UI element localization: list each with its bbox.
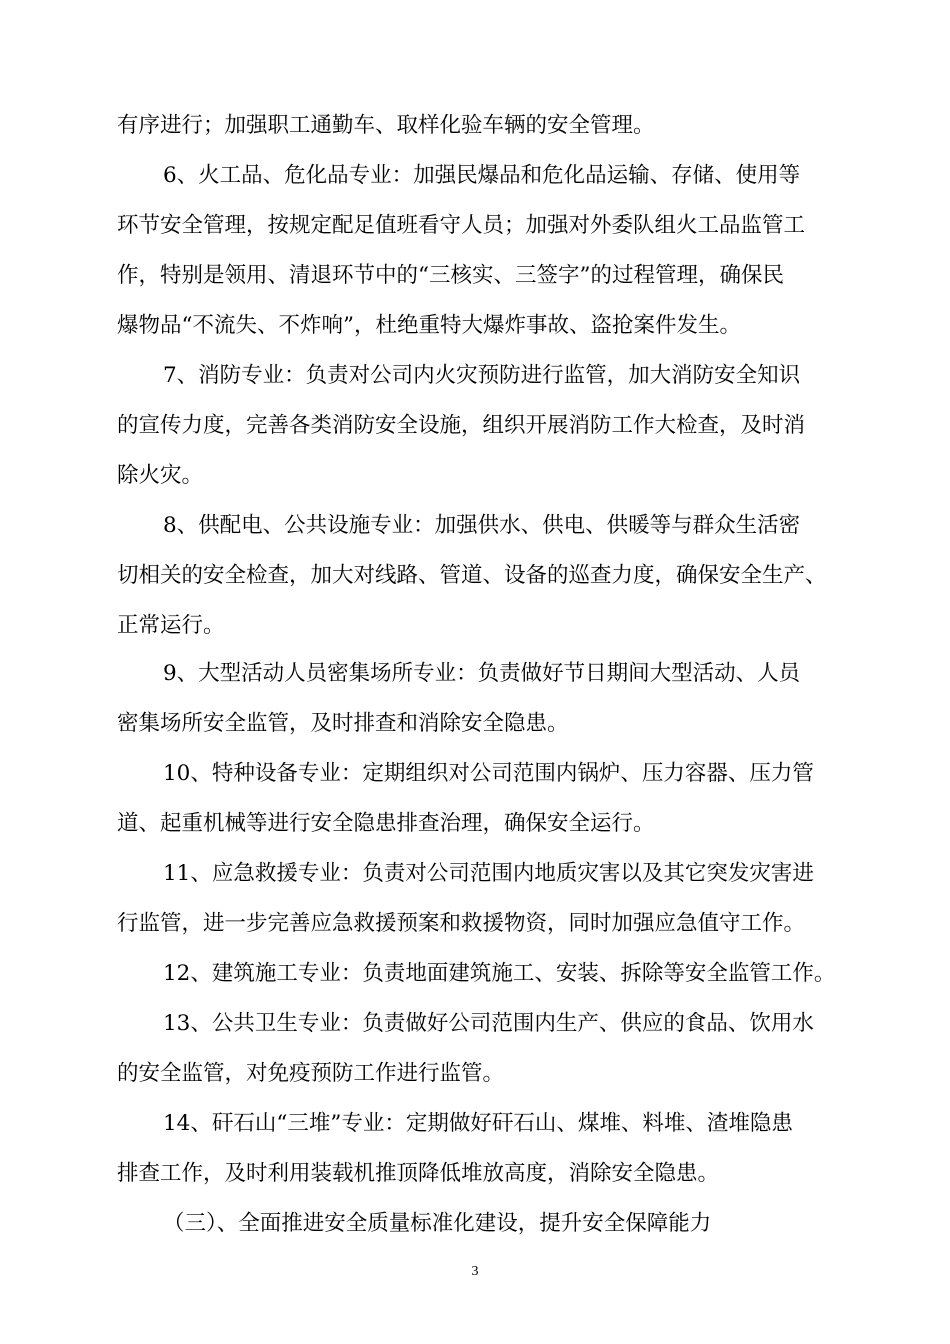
body-text-line: 的宣传力度，完善各类消防安全设施，组织开展消防工作大检查，及时消 [117,413,806,438]
body-text-line: 正常运行。 [117,613,225,638]
paragraph-item-14-heading-line: 14、矸石山“三堆”专业：定期做好矸石山、煤堆、料堆、渣堆隐患 [163,1111,793,1136]
paragraph-item-13-heading-line: 13、公共卫生专业：负责做好公司范围内生产、供应的食品、饮用水 [163,1011,814,1036]
page-number: 3 [471,1264,479,1279]
body-text-line: 作，特别是领用、清退环节中的“三核实、三签字”的过程管理，确保民 [117,263,784,288]
body-text-line: 除火灾。 [117,463,204,488]
body-text-line: 切相关的安全检查，加大对线路、管道、设备的巡查力度，确保安全生产、 [117,563,827,588]
paragraph-item-8-heading-line: 8、供配电、公共设施专业：加强供水、供电、供暖等与群众生活密 [163,513,801,538]
body-text-line: 道、起重机械等进行安全隐患排查治理，确保安全运行。 [117,811,655,836]
body-text-line: 爆物品“不流失、不炸响”，杜绝重特大爆炸事故、盗抢案件发生。 [117,313,741,338]
body-text-line: 的安全监管，对免疫预防工作进行监管。 [117,1061,505,1086]
section-heading: （三）、全面推进安全质量标准化建设，提升安全保障能力 [163,1211,712,1236]
body-text-line: 行监管，进一步完善应急救援预案和救援物资，同时加强应急值守工作。 [117,911,806,936]
body-text-line: 环节安全管理，按规定配足值班看守人员；加强对外委队组火工品监管工 [117,213,806,238]
body-text-line: 密集场所安全监管，及时排查和消除安全隐患。 [117,711,569,736]
paragraph-item-10-heading-line: 10、特种设备专业：定期组织对公司范围内锅炉、压力容器、压力管 [163,761,814,786]
body-text-line: 排查工作，及时利用装载机推顶降低堆放高度，消除安全隐患。 [117,1161,720,1186]
paragraph-item-9-heading-line: 9、大型活动人员密集场所专业：负责做好节日期间大型活动、人员 [163,661,801,686]
paragraph-item-6-heading-line: 6、火工品、危化品专业：加强民爆品和危化品运输、存储、使用等 [163,163,801,188]
paragraph-item-7-heading-line: 7、消防专业：负责对公司内火灾预防进行监管，加大消防安全知识 [163,363,801,388]
paragraph-item-12-heading-line: 12、建筑施工专业：负责地面建筑施工、安装、拆除等安全监管工作。 [163,961,836,986]
body-text-line: 有序进行；加强职工通勤车、取样化验车辆的安全管理。 [117,113,655,138]
paragraph-item-11-heading-line: 11、应急救援专业：负责对公司范围内地质灾害以及其它突发灾害进 [163,861,814,886]
